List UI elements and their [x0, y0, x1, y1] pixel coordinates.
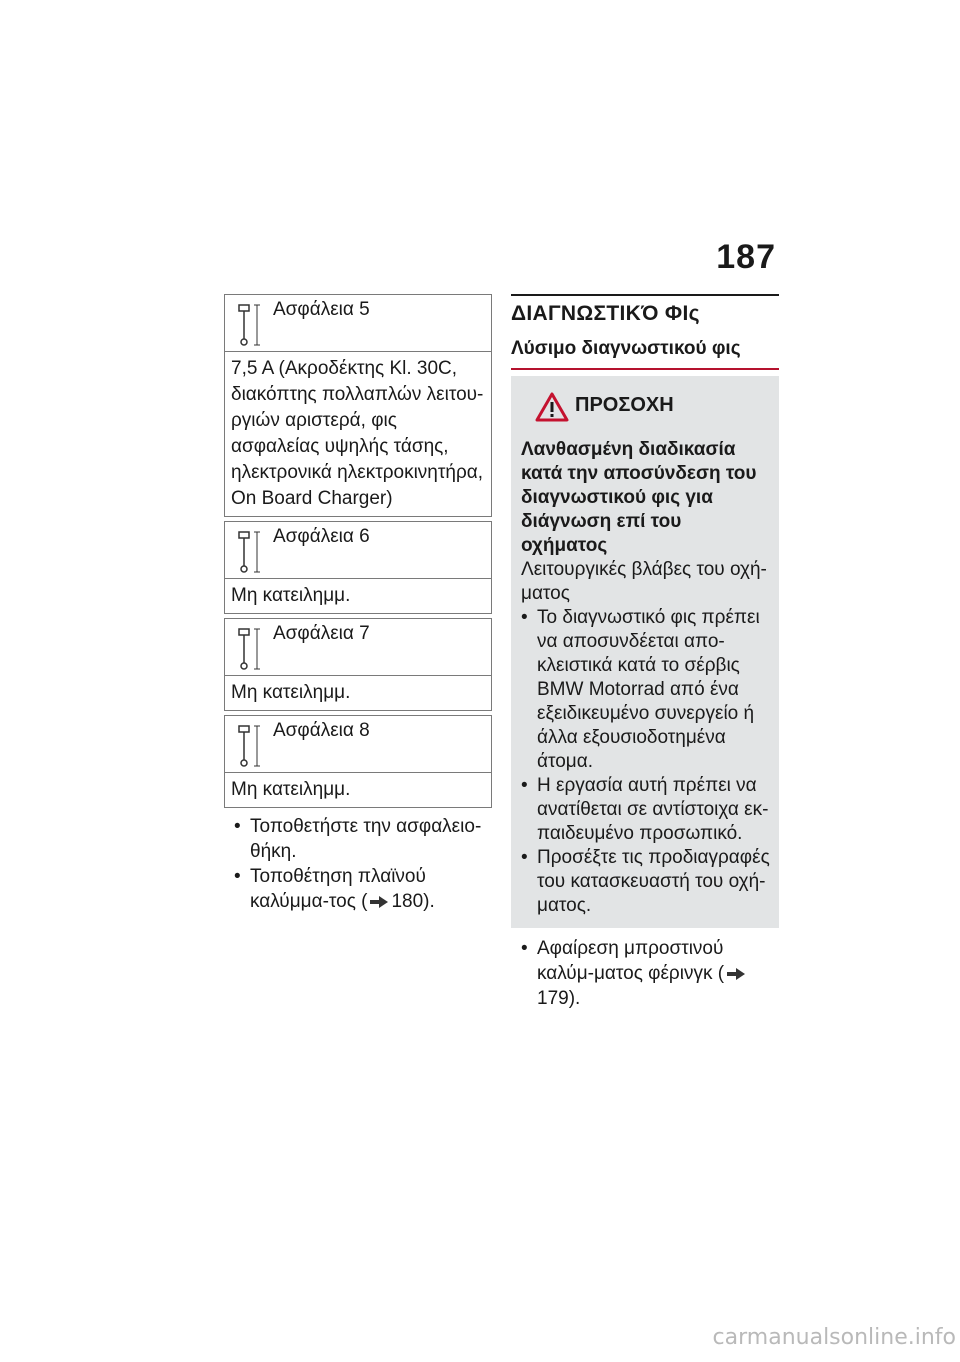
fuse-description: 7,5 A (Ακροδέκτης Kl. 30C, διακόπτης πολλαπλών λειτου-ργιών αριστερά, φις ασφαλείας υψηλής τάσης, ηλεκτρονικά ηλεκτροκινητήρα, On Board Charger): [231, 358, 484, 509]
fuse-title: Ασφάλεια 5: [273, 299, 370, 320]
step-text: Αφαίρεση μπροστινού καλύμ-ματος φέρινγκ (: [537, 938, 725, 984]
step-text-tail: ).: [568, 988, 581, 1009]
fuse-description: Μη κατειλημμ.: [231, 779, 351, 800]
left-step-list: [224, 814, 492, 914]
subsection-title: Λύσιμο διαγνωστικού φις: [511, 338, 779, 370]
fuse-row: [224, 715, 492, 808]
fuse-title: Ασφάλεια 6: [273, 526, 370, 547]
warning-measures: [521, 606, 771, 918]
warning-label: ΠΡΟΣΟΧΗ: [575, 394, 674, 416]
page-number: 187: [716, 238, 776, 276]
section-title: ΔΙΑΓΝΩΣΤΙΚΌ ΦΙς: [511, 302, 700, 325]
list-item: • Η εργασία αυτή πρέπει να ανατίθεται σε αντίστοιχα εκ-παιδευμένο προσωπικό.: [521, 774, 771, 846]
section-rule: [511, 294, 779, 296]
fuse-icon: [235, 722, 269, 768]
list-item: [224, 864, 492, 914]
fuse-icon: [235, 528, 269, 574]
fuse-row: [224, 618, 492, 711]
fuse-icon: [235, 301, 269, 347]
fuse-table: [224, 294, 492, 914]
page-reference-arrow-icon: [726, 967, 746, 981]
page-reference-arrow-icon: [369, 895, 389, 909]
fuse-icon: [235, 625, 269, 671]
list-item: • Το διαγνωστικό φις πρέπει να αποσυνδέεται απο-κλειστικά κατά το σέρβις BMW Motorrad από ένα εξειδικευμένο συνεργείο ή άλλα εξουσιοδοτημένα άτομα.: [521, 606, 771, 774]
fuse-description: Μη κατειλημμ.: [231, 682, 351, 703]
warning-triangle-icon: [535, 392, 569, 422]
fuse-title: Ασφάλεια 7: [273, 623, 370, 644]
fuse-row: [224, 521, 492, 614]
fuse-description: Μη κατειλημμ.: [231, 585, 351, 606]
diagnostic-section: [511, 294, 779, 1011]
step-text: Τοποθετήστε την ασφαλειο-θήκη.: [250, 816, 482, 862]
page-reference-link[interactable]: 180: [391, 891, 424, 912]
watermark-text: carmanualsonline.info: [712, 1325, 956, 1350]
fuse-title: Ασφάλεια 8: [273, 720, 370, 741]
page-reference-link[interactable]: 179: [537, 988, 569, 1009]
list-item: • Προσέξτε τις προδιαγραφές του κατασκευαστή του οχή-ματος.: [521, 846, 771, 918]
warning-box: [511, 376, 779, 928]
list-item: [224, 814, 492, 864]
fuse-row: [224, 294, 492, 517]
step-text: Τοποθέτηση πλαϊνού καλύμμα-τος (: [250, 866, 426, 912]
right-step-list: [511, 936, 779, 1011]
list-item: [511, 936, 779, 1011]
warning-heading: Λανθασμένη διαδικασία κατά την αποσύνδεση του διαγνωστικού φις για διάγνωση επί του οχήματος: [521, 439, 757, 556]
warning-consequence: Λειτουργικές βλάβες του οχή-ματος: [521, 559, 767, 604]
step-text-tail: ).: [423, 891, 435, 912]
